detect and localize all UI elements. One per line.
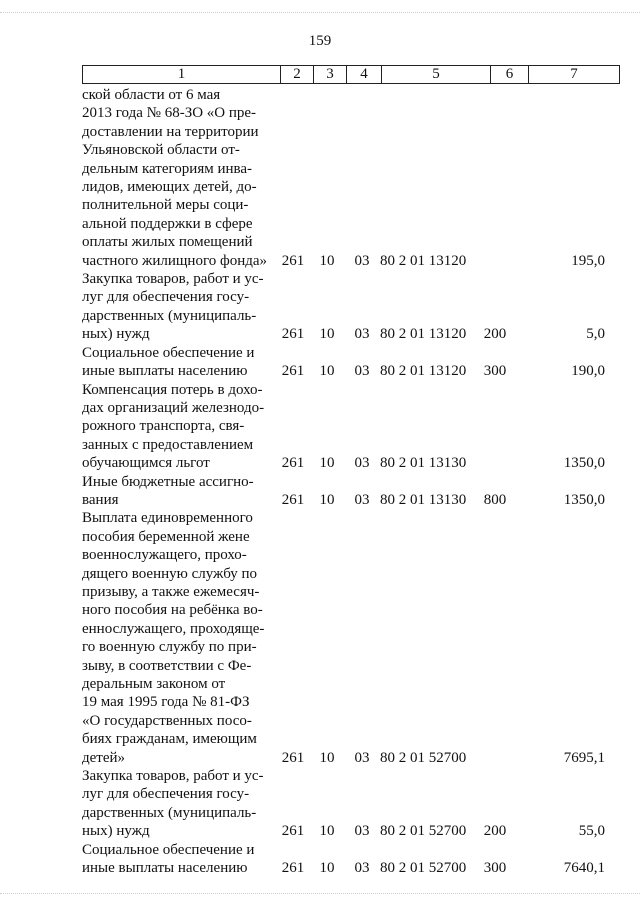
description-line: военнослужащего, прохо- (82, 547, 247, 564)
target-article-code: 80 2 01 52700 (380, 749, 467, 766)
amount: 195,0 (571, 252, 605, 269)
amount: 55,0 (578, 823, 605, 840)
description-line: доставлении на территории (82, 123, 259, 140)
row-description (82, 841, 280, 878)
expense-type-code: 200 (483, 823, 507, 840)
description-line: детей» (82, 749, 126, 766)
section-code: 10 (319, 326, 335, 343)
column-header-table (82, 65, 620, 84)
table-row (82, 86, 622, 270)
table-row (82, 270, 622, 344)
row-description (82, 86, 280, 270)
section-code: 10 (319, 749, 335, 766)
description-line: дарственных (муниципаль- (82, 307, 257, 324)
description-line: Социальное обеспечение и (82, 841, 255, 858)
description-line: лидов, имеющих детей, до- (82, 179, 257, 196)
table-row (82, 767, 622, 841)
expense-type-code: 800 (483, 491, 507, 508)
section-code: 10 (319, 860, 335, 877)
row-description (82, 270, 280, 344)
scan-artifact-top (0, 12, 640, 14)
description-line: рожного транспорта, свя- (82, 418, 245, 435)
subsection-code: 03 (354, 491, 370, 508)
subsection-code: 03 (354, 823, 370, 840)
table-row (82, 509, 622, 767)
section-code: 10 (319, 363, 335, 380)
amount: 5,0 (586, 326, 605, 343)
description-line: ской области от 6 мая (82, 87, 221, 103)
description-line: луг для обеспечения госу- (82, 786, 250, 803)
column-header-5: 5 (382, 66, 491, 84)
target-article-code: 80 2 01 52700 (380, 860, 467, 877)
description-line: ных) нужд (82, 326, 150, 343)
description-line: го военную службу по при- (82, 639, 257, 656)
section-code: 10 (319, 823, 335, 840)
ministry-code: 261 (281, 491, 305, 508)
target-article-code: 80 2 01 13130 (380, 455, 467, 472)
description-line: еннослужащего, проходяще- (82, 620, 265, 637)
description-line: альной поддержки в сфере (82, 215, 253, 232)
subsection-code: 03 (354, 455, 370, 472)
description-line: полнительной меры соци- (82, 197, 249, 214)
row-description (82, 509, 280, 767)
row-description (82, 473, 280, 510)
description-line: дарственных (муниципаль- (82, 804, 257, 821)
description-line: оплаты жилых помещений (82, 234, 253, 251)
description-line: дящего военную службу по (82, 565, 258, 582)
table-row (82, 381, 622, 473)
table-body (82, 86, 622, 877)
description-line: деральным законом от (82, 676, 226, 692)
subsection-code: 03 (354, 860, 370, 877)
description-line: Закупка товаров, работ и ус- (82, 271, 264, 288)
ministry-code: 261 (281, 252, 305, 269)
description-line: «О государственных посо- (82, 712, 252, 729)
column-header-2: 2 (281, 66, 314, 84)
section-code: 10 (319, 252, 335, 269)
page-number: 159 (308, 33, 332, 49)
ministry-code: 261 (281, 363, 305, 380)
description-line: вания (82, 491, 119, 508)
ministry-code: 261 (281, 455, 305, 472)
description-line: Социальное обеспечение и (82, 344, 255, 361)
description-line: Компенсация потерь в дохо- (82, 381, 263, 398)
ministry-code: 261 (281, 823, 305, 840)
description-line: Закупка товаров, работ и ус- (82, 768, 264, 785)
description-line: дельным категориям инва- (82, 160, 253, 177)
column-header-6: 6 (491, 66, 529, 84)
ministry-code: 261 (281, 326, 305, 343)
scan-artifact-bottom (0, 893, 640, 895)
description-line: 19 мая 1995 года № 81-ФЗ (82, 694, 250, 711)
table-row (82, 841, 622, 878)
description-line: обучающимся льгот (82, 455, 210, 472)
row-description (82, 381, 280, 473)
column-header-7: 7 (529, 66, 620, 84)
description-line: частного жилищного фонда» (82, 252, 268, 269)
column-header-3: 3 (314, 66, 347, 84)
description-line: биях гражданам, имеющим (82, 731, 257, 748)
amount: 7640,1 (563, 860, 605, 877)
expense-type-code: 200 (483, 326, 507, 343)
column-header-1: 1 (83, 66, 281, 84)
description-line: зыву, в соответствии с Фе- (82, 657, 252, 674)
description-line: дах организаций железнодо- (82, 399, 265, 416)
amount: 7695,1 (563, 749, 605, 766)
amount: 1350,0 (563, 455, 605, 472)
description-line: иные выплаты населению (82, 363, 248, 380)
target-article-code: 80 2 01 13120 (380, 363, 467, 380)
row-description (82, 767, 280, 841)
expense-type-code: 300 (483, 860, 507, 877)
description-line: Ульяновской области от- (82, 142, 240, 159)
expense-type-code: 300 (483, 363, 507, 380)
amount: 1350,0 (563, 491, 605, 508)
description-line: призыву, а также ежемесяч- (82, 583, 260, 600)
target-article-code: 80 2 01 13120 (380, 252, 467, 269)
table-row (82, 344, 622, 381)
section-code: 10 (319, 491, 335, 508)
description-line: пособия беременной жене (82, 528, 250, 545)
description-line: Выплата единовременного (82, 510, 253, 527)
subsection-code: 03 (354, 363, 370, 380)
ministry-code: 261 (281, 749, 305, 766)
table-row (82, 473, 622, 510)
amount: 190,0 (571, 363, 605, 380)
description-line: ного пособия на ребёнка во- (82, 602, 263, 619)
subsection-code: 03 (354, 252, 370, 269)
row-description (82, 344, 280, 381)
subsection-code: 03 (354, 326, 370, 343)
section-code: 10 (319, 455, 335, 472)
ministry-code: 261 (281, 860, 305, 877)
target-article-code: 80 2 01 13130 (380, 491, 467, 508)
column-header-4: 4 (347, 66, 382, 84)
description-line: 2013 года № 68-ЗО «О пре- (82, 105, 257, 122)
subsection-code: 03 (354, 749, 370, 766)
description-line: луг для обеспечения госу- (82, 289, 250, 306)
description-line: занных с предоставлением (82, 436, 254, 453)
target-article-code: 80 2 01 13120 (380, 326, 467, 343)
target-article-code: 80 2 01 52700 (380, 823, 467, 840)
description-line: Иные бюджетные ассигно- (82, 473, 254, 490)
description-line: иные выплаты населению (82, 860, 248, 877)
description-line: ных) нужд (82, 823, 150, 840)
